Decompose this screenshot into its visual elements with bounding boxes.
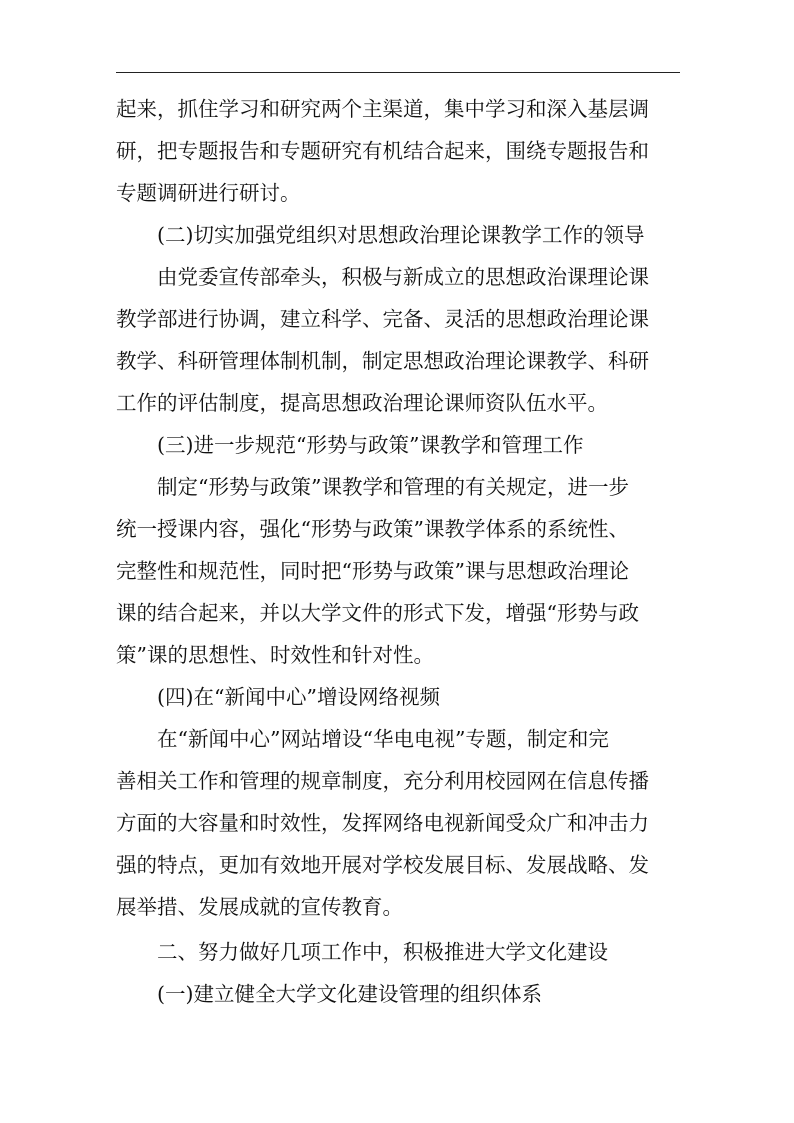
paragraph-line: 制定“形势与政策”课教学和管理的有关规定，进一步 [157,475,629,499]
paragraph-line: 完整性和规范性，同时把“形势与政策”课与思想政治理论 [116,559,629,583]
section-heading: (一)建立健全大学文化建设管理的组织体系 [157,982,542,1006]
section-heading: (四)在“新闻中心”增设网络视频 [157,685,440,709]
paragraph-line: 善相关工作和管理的规章制度，充分利用校园网在信息传播 [116,769,649,793]
paragraph-line: 在“新闻中心”网站增设“华电电视”专题，制定和完 [157,727,609,751]
section-heading: (二)切实加强党组织对思想政治理论课教学工作的领导 [157,223,645,247]
paragraph-line: 由党委宣传部牵头，积极与新成立的思想政治课理论课 [157,265,649,289]
paragraph-line: 教学部进行协调，建立科学、完备、灵活的思想政治理论课 [116,307,649,331]
header-rule [116,72,680,73]
paragraph-line: 强的特点，更加有效地开展对学校发展目标、发展战略、发 [116,853,649,877]
section-heading: (三)进一步规范“形势与政策”课教学和管理工作 [157,433,584,457]
paragraph-line: 工作的评估制度，提高思想政治理论课师资队伍水平。 [116,391,608,415]
body-text [116,88,680,1015]
paragraph-line: 方面的大容量和时效性，发挥网络电视新闻受众广和冲击力 [116,811,649,835]
section-heading: 二、努力做好几项工作中，积极推进大学文化建设 [157,940,608,964]
paragraph-line: 专题调研进行研讨。 [116,181,301,205]
paragraph-line: 展举措、发展成就的宣传教育。 [116,895,403,919]
paragraph-line: 课的结合起来，并以大学文件的形式下发，增强“形势与政 [116,601,639,625]
paragraph-line: 统一授课内容，强化“形势与政策”课教学体系的系统性、 [116,517,629,541]
paragraph-line: 研，把专题报告和专题研究有机结合起来，围绕专题报告和 [116,139,649,163]
paragraph-line: 教学、科研管理体制机制，制定思想政治理论课教学、科研 [116,349,649,373]
paragraph-line: 起来，抓住学习和研究两个主渠道，集中学习和深入基层调 [116,97,649,121]
paragraph-line: 策”课的思想性、时效性和针对性。 [116,643,434,667]
